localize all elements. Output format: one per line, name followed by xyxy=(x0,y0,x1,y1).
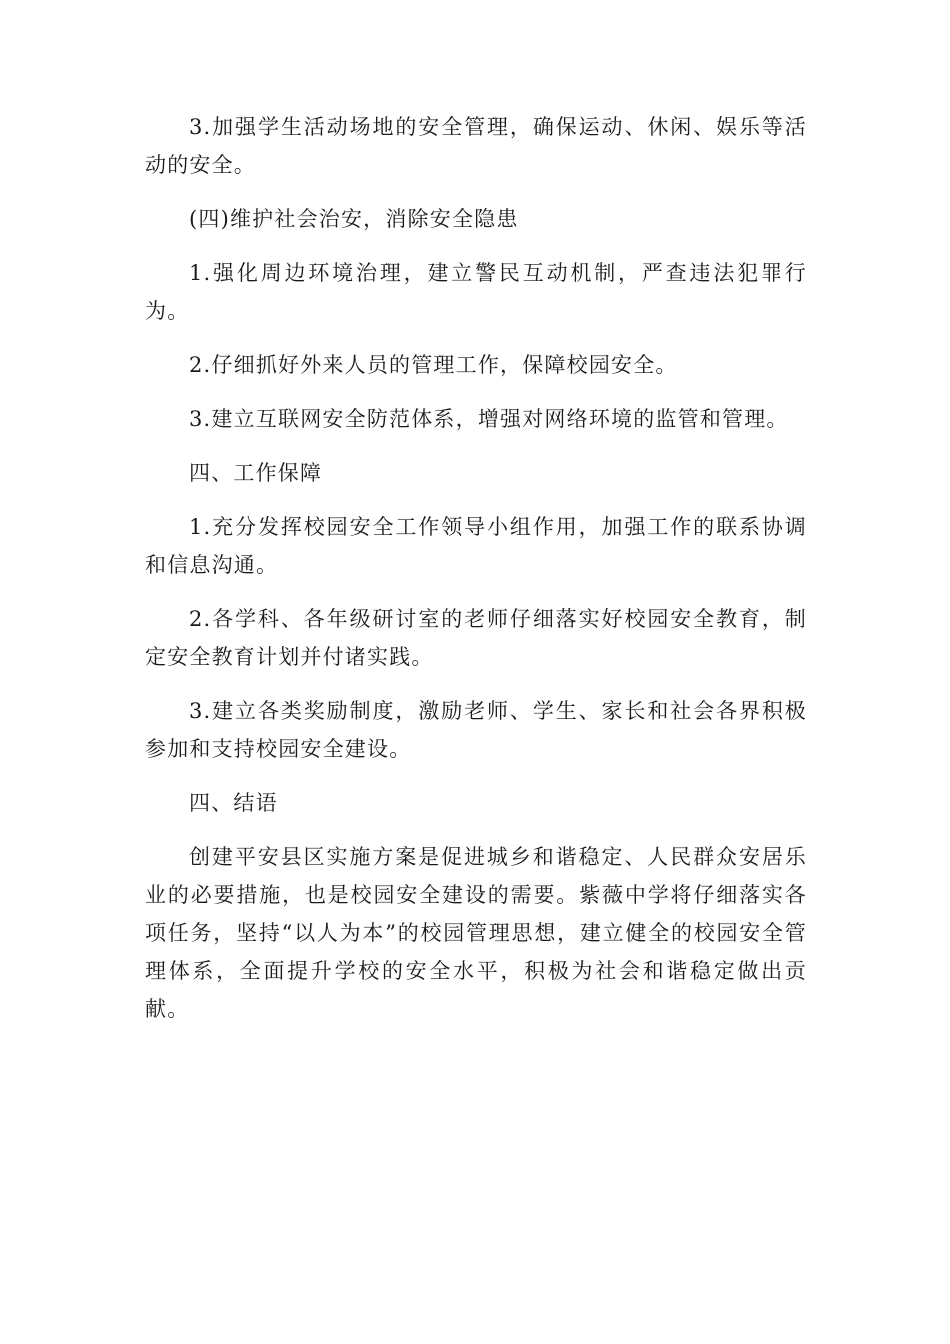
paragraph-internet-security: 3.建立互联网安全防范体系，增强对网络环境的监管和管理。 xyxy=(189,407,789,431)
paragraph-leadership-group: 1.充分发挥校园安全工作领导小组作用，加强工作的联系协调和信息沟通。 xyxy=(145,515,807,577)
document-body xyxy=(145,108,807,1044)
section-heading-conclusion: 四、结语 xyxy=(189,791,278,815)
paragraph-reward-system: 3.建立各类奖励制度，激励老师、学生、家长和社会各界积极参加和支持校园安全建设。 xyxy=(145,699,807,761)
paragraph-conclusion: 创建平安县区实施方案是促进城乡和谐稳定、人民群众安居乐业的必要措施，也是校园安全建设的需要。紫薇中学将仔细落实各项任务，坚持“以人为本”的校园管理思想，建立健全的校园安全管理体系，全面提升学校的安全水平，积极为社会和谐稳定做出贡献。 xyxy=(145,845,807,1021)
section-heading-work-guarantee: 四、工作保障 xyxy=(189,461,323,485)
section-heading-public-security: (四)维护社会治安，消除安全隐患 xyxy=(189,207,519,231)
paragraph-activity-venue-safety: 3.加强学生活动场地的安全管理，确保运动、休闲、娱乐等活动的安全。 xyxy=(145,115,807,177)
paragraph-surrounding-environment: 1.强化周边环境治理，建立警民互动机制，严查违法犯罪行为。 xyxy=(145,261,807,323)
paragraph-visitor-management: 2.仔细抓好外来人员的管理工作，保障校园安全。 xyxy=(189,353,678,377)
paragraph-safety-education: 2.各学科、各年级研讨室的老师仔细落实好校园安全教育，制定安全教育计划并付诸实践。 xyxy=(145,607,807,669)
